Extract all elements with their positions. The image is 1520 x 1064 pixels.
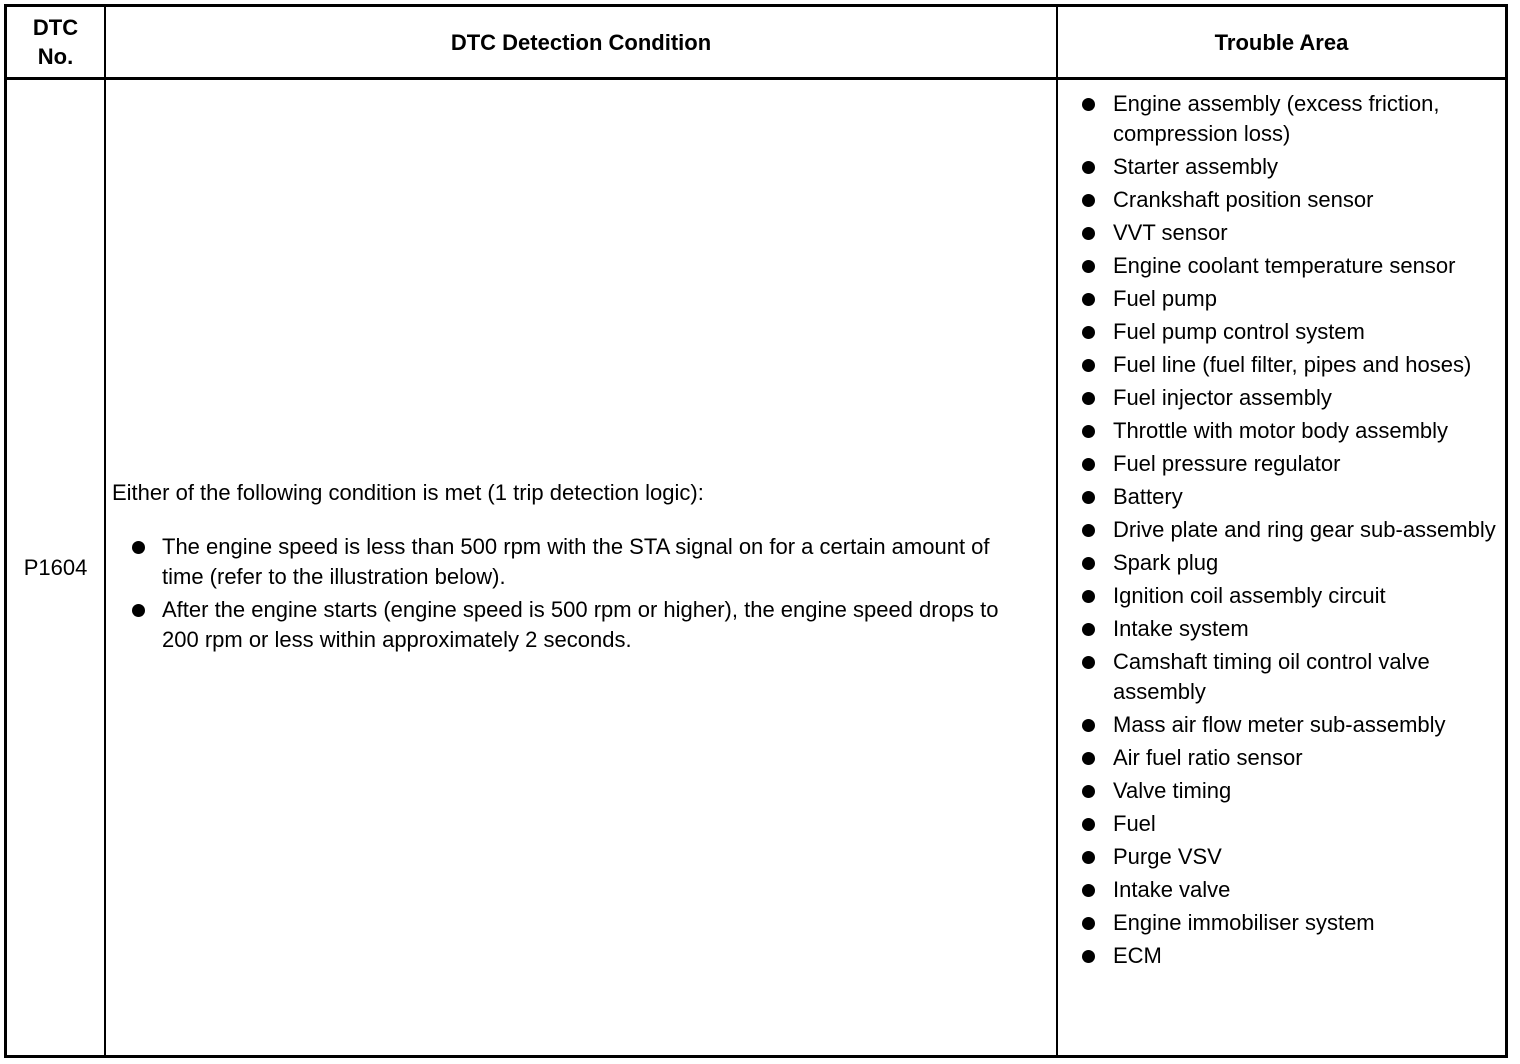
trouble-area-cell xyxy=(1058,80,1505,1055)
bullet-icon xyxy=(1082,884,1095,897)
condition-list xyxy=(112,532,1036,658)
trouble-area-item-text: Engine immobiliser system xyxy=(1113,910,1375,935)
trouble-area-item xyxy=(1058,482,1505,512)
header-detection-condition-label: DTC Detection Condition xyxy=(450,29,712,55)
trouble-area-item xyxy=(1058,218,1505,248)
trouble-area-item-text: Air fuel ratio sensor xyxy=(1113,745,1303,770)
trouble-area-item-text: Fuel pump xyxy=(1113,286,1217,311)
trouble-area-item xyxy=(1058,941,1505,971)
trouble-area-list xyxy=(1058,89,1505,971)
bullet-icon xyxy=(1082,623,1095,636)
bullet-icon xyxy=(1082,851,1095,864)
header-dtc-no xyxy=(7,7,104,77)
bullet-icon xyxy=(1082,326,1095,339)
trouble-area-item-text: Intake valve xyxy=(1113,877,1231,902)
detection-condition-cell xyxy=(106,80,1056,1055)
trouble-area-item-text: Spark plug xyxy=(1113,550,1219,575)
bullet-icon xyxy=(1082,557,1095,570)
bullet-icon xyxy=(1082,785,1095,798)
bullet-icon xyxy=(1082,227,1095,240)
trouble-area-item xyxy=(1058,251,1505,281)
trouble-area-item xyxy=(1058,383,1505,413)
trouble-area-item xyxy=(1058,152,1505,182)
trouble-area-item xyxy=(1058,185,1505,215)
trouble-area-item xyxy=(1058,449,1505,479)
bullet-icon xyxy=(1082,656,1095,669)
trouble-area-item-text: Battery xyxy=(1113,484,1183,509)
header-trouble-area-label: Trouble Area xyxy=(1214,29,1349,55)
condition-item-text: After the engine starts (engine speed is 500 rpm or higher), the engine speed drops to 200 rpm or less within approximately 2 seconds. xyxy=(162,596,999,652)
bullet-icon xyxy=(1082,359,1095,372)
trouble-area-item-text: Fuel injector assembly xyxy=(1113,385,1332,410)
trouble-area-item xyxy=(1058,317,1505,347)
trouble-area-item xyxy=(1058,743,1505,773)
bullet-icon xyxy=(1082,260,1095,273)
condition-item xyxy=(112,595,1036,655)
trouble-area-item-text: Purge VSV xyxy=(1113,844,1222,869)
dtc-table xyxy=(4,4,1508,1058)
bullet-icon xyxy=(1082,194,1095,207)
trouble-area-item-text: Engine coolant temperature sensor xyxy=(1113,253,1456,278)
bullet-icon xyxy=(1082,98,1095,111)
trouble-area-item-text: Intake system xyxy=(1113,616,1249,641)
bullet-icon xyxy=(1082,818,1095,831)
trouble-area-item-text: Camshaft timing oil control valve assembly xyxy=(1113,649,1430,704)
bullet-icon xyxy=(1082,524,1095,537)
trouble-area-item xyxy=(1058,710,1505,740)
trouble-area-item xyxy=(1058,842,1505,872)
trouble-area-item xyxy=(1058,284,1505,314)
header-trouble-area xyxy=(1058,7,1505,77)
bullet-icon xyxy=(1082,752,1095,765)
condition-intro: Either of the following condition is met (1 trip detection logic): xyxy=(112,479,704,505)
trouble-area-item-text: Mass air flow meter sub-assembly xyxy=(1113,712,1446,737)
trouble-area-item xyxy=(1058,515,1505,545)
trouble-area-item-text: Valve timing xyxy=(1113,778,1232,803)
bullet-icon xyxy=(1082,458,1095,471)
header-detection-condition xyxy=(106,7,1056,77)
trouble-area-item-text: Fuel line (fuel filter, pipes and hoses) xyxy=(1113,352,1472,377)
bullet-icon xyxy=(1082,425,1095,438)
condition-item-text: The engine speed is less than 500 rpm with the STA signal on for a certain amount of time (refer to the illustration below). xyxy=(162,533,990,589)
bullet-icon xyxy=(1082,719,1095,732)
trouble-area-item-text: Crankshaft position sensor xyxy=(1113,187,1374,212)
bullet-icon xyxy=(1082,293,1095,306)
trouble-area-item xyxy=(1058,89,1505,149)
trouble-area-item-text: Engine assembly (excess friction, compression loss) xyxy=(1113,91,1440,146)
bullet-icon xyxy=(132,604,145,617)
trouble-area-item-text: Fuel pump control system xyxy=(1113,319,1365,344)
bullet-icon xyxy=(1082,161,1095,174)
trouble-area-item xyxy=(1058,548,1505,578)
trouble-area-item xyxy=(1058,350,1505,380)
trouble-area-item xyxy=(1058,614,1505,644)
bullet-icon xyxy=(1082,917,1095,930)
trouble-area-item xyxy=(1058,647,1505,707)
trouble-area-item-text: VVT sensor xyxy=(1113,220,1228,245)
trouble-area-item xyxy=(1058,581,1505,611)
condition-item xyxy=(112,532,1036,592)
trouble-area-item-text: Throttle with motor body assembly xyxy=(1113,418,1449,443)
dtc-number: P1604 xyxy=(23,554,88,580)
bullet-icon xyxy=(1082,950,1095,963)
trouble-area-item xyxy=(1058,809,1505,839)
trouble-area-item-text: Ignition coil assembly circuit xyxy=(1113,583,1386,608)
bullet-icon xyxy=(1082,392,1095,405)
bullet-icon xyxy=(1082,590,1095,603)
bullet-icon xyxy=(1082,491,1095,504)
bullet-icon xyxy=(132,541,145,554)
trouble-area-item-text: ECM xyxy=(1113,943,1162,968)
trouble-area-item-text: Fuel xyxy=(1113,811,1156,836)
trouble-area-item xyxy=(1058,776,1505,806)
trouble-area-item xyxy=(1058,416,1505,446)
trouble-area-item xyxy=(1058,875,1505,905)
dtc-number-cell xyxy=(7,80,104,1055)
trouble-area-item-text: Fuel pressure regulator xyxy=(1113,451,1341,476)
trouble-area-item-text: Drive plate and ring gear sub-assembly xyxy=(1113,517,1496,542)
header-dtc-no-label: DTC No. xyxy=(32,15,79,69)
trouble-area-item xyxy=(1058,908,1505,938)
trouble-area-item-text: Starter assembly xyxy=(1113,154,1279,179)
